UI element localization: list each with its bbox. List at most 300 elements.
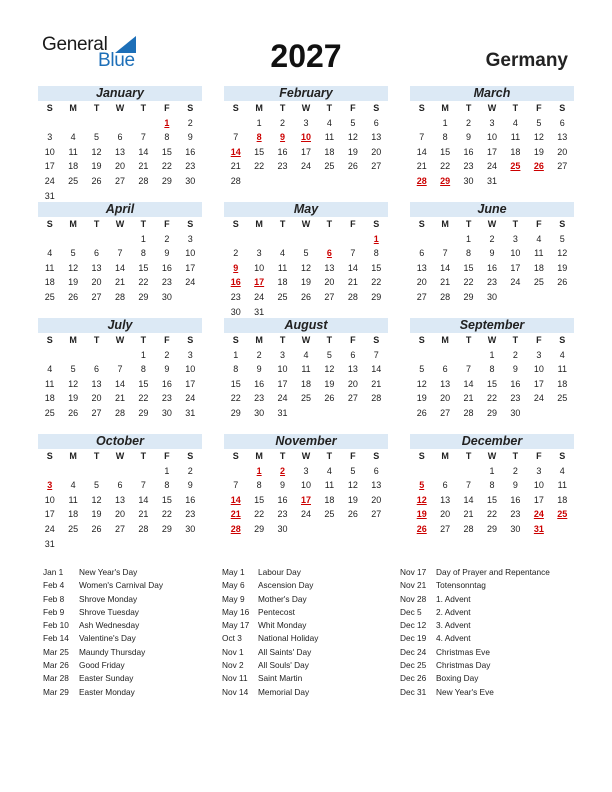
holiday-day-cell: 25 (510, 161, 521, 172)
day-cell: 8 (373, 248, 379, 259)
month-title: December (410, 434, 574, 449)
day-cell: 6 (373, 465, 379, 476)
empty-day-cell (410, 116, 433, 131)
day-cell: 21 (347, 277, 358, 288)
empty-day-cell (318, 232, 341, 247)
weekday-header: T (279, 219, 286, 229)
day-cell: 30 (161, 291, 172, 302)
month-grid (410, 333, 574, 421)
month-february (224, 86, 388, 189)
day-cell: 23 (510, 509, 521, 520)
day-cell: 7 (466, 480, 472, 491)
holiday-date: Dec 5 (400, 606, 422, 617)
day-cell: 21 (440, 277, 451, 288)
day-cell: 4 (70, 132, 76, 143)
weekday-header: W (301, 335, 311, 345)
day-cell: 30 (463, 175, 474, 186)
weekday-header: T (93, 103, 100, 113)
weekday-header: S (232, 451, 239, 461)
month-title: October (38, 434, 202, 449)
month-april (38, 202, 202, 305)
holiday-name: Day of Prayer and Repentance (436, 567, 550, 577)
month-title: March (410, 86, 574, 101)
day-cell: 17 (185, 378, 196, 389)
day-cell: 16 (185, 494, 196, 505)
weekday-header: M (441, 103, 449, 113)
holiday-name: Shrove Tuesday (79, 606, 139, 617)
day-cell: 2 (466, 117, 472, 128)
day-cell: 15 (161, 146, 172, 157)
holiday-name: 2. Advent (436, 606, 471, 617)
holiday-date: Nov 2 (222, 660, 244, 671)
day-cell: 1 (489, 349, 495, 360)
day-cell: 16 (161, 262, 172, 273)
day-cell: 25 (277, 291, 288, 302)
weekday-header: T (326, 335, 333, 345)
day-cell: 26 (91, 175, 102, 186)
day-cell: 5 (559, 233, 565, 244)
day-cell: 2 (233, 248, 239, 259)
day-cell: 15 (230, 378, 241, 389)
day-cell: 20 (347, 378, 358, 389)
day-cell: 26 (324, 393, 335, 404)
day-cell: 5 (94, 480, 100, 491)
day-cell: 28 (114, 407, 125, 418)
day-cell: 18 (44, 393, 55, 404)
weekday-header: S (46, 219, 53, 229)
day-cell: 15 (254, 494, 265, 505)
month-title: May (224, 202, 388, 217)
month-title: February (224, 86, 388, 101)
holiday-day-cell: 21 (230, 509, 241, 520)
day-cell: 1 (489, 465, 495, 476)
holiday-date: Feb 9 (43, 606, 65, 617)
day-cell: 20 (91, 277, 102, 288)
day-cell: 30 (185, 523, 196, 534)
holiday-day-cell: 29 (440, 175, 451, 186)
day-cell: 18 (44, 277, 55, 288)
holiday-day-cell: 12 (416, 494, 427, 505)
holiday-date: Nov 14 (222, 686, 249, 697)
empty-day-cell (38, 348, 61, 363)
day-cell: 13 (324, 262, 335, 273)
weekday-header: S (418, 451, 425, 461)
holiday-day-cell: 19 (416, 509, 427, 520)
day-cell: 17 (44, 509, 55, 520)
holiday-row (222, 619, 318, 632)
month-may (224, 202, 388, 319)
empty-day-cell (85, 116, 108, 131)
empty-day-cell (410, 464, 433, 479)
day-cell: 17 (486, 146, 497, 157)
day-cell: 11 (301, 364, 311, 375)
day-cell: 28 (463, 407, 474, 418)
month-august (224, 318, 388, 421)
day-cell: 20 (91, 393, 102, 404)
holiday-date: Nov 11 (222, 673, 248, 684)
empty-day-cell (61, 464, 84, 479)
day-cell: 15 (486, 378, 497, 389)
day-cell: 28 (114, 291, 125, 302)
day-cell: 19 (91, 161, 102, 172)
weekday-header: T (465, 335, 472, 345)
day-cell: 4 (559, 465, 565, 476)
holiday-name: 3. Advent (436, 620, 471, 631)
empty-day-cell (108, 232, 131, 247)
day-cell: 7 (117, 364, 123, 375)
day-cell: 3 (489, 117, 495, 128)
day-cell: 3 (280, 349, 286, 360)
day-cell: 8 (256, 480, 262, 491)
day-cell: 22 (463, 277, 474, 288)
holiday-name: All Saints' Day (258, 646, 312, 657)
day-cell: 3 (536, 465, 542, 476)
day-cell: 25 (324, 161, 335, 172)
holiday-day-cell: 10 (300, 132, 311, 143)
day-cell: 27 (91, 291, 102, 302)
holiday-name: Christmas Day (436, 660, 491, 671)
day-cell: 3 (256, 248, 262, 259)
weekday-header: S (559, 335, 566, 345)
day-cell: 28 (463, 523, 474, 534)
empty-day-cell (271, 232, 294, 247)
empty-day-cell (85, 232, 108, 247)
holiday-date: Mar 25 (43, 646, 69, 657)
day-cell: 8 (140, 248, 146, 259)
month-grid (224, 333, 388, 421)
holiday-date: May 9 (222, 593, 245, 604)
day-cell: 25 (324, 509, 335, 520)
holiday-day-cell: 26 (416, 523, 427, 534)
day-cell: 24 (185, 277, 196, 288)
day-cell: 27 (347, 393, 358, 404)
day-cell: 26 (347, 509, 358, 520)
day-cell: 26 (68, 291, 79, 302)
day-cell: 24 (510, 277, 521, 288)
month-september (410, 318, 574, 421)
day-cell: 11 (557, 480, 567, 491)
holiday-day-cell: 24 (533, 509, 544, 520)
weekday-header: T (512, 103, 519, 113)
day-cell: 9 (280, 480, 286, 491)
day-cell: 4 (303, 349, 309, 360)
day-cell: 23 (185, 509, 196, 520)
weekday-header: S (559, 103, 566, 113)
day-cell: 1 (233, 349, 239, 360)
logo-blue-text: Blue (98, 50, 135, 71)
holiday-date: Feb 8 (43, 593, 65, 604)
weekday-header: S (418, 219, 425, 229)
day-cell: 13 (440, 378, 451, 389)
day-cell: 13 (91, 378, 102, 389)
weekday-header: F (536, 103, 542, 113)
day-cell: 7 (419, 132, 425, 143)
weekday-header: T (140, 219, 147, 229)
month-grid (410, 101, 574, 189)
day-cell: 1 (140, 233, 146, 244)
weekday-header: T (465, 451, 472, 461)
day-cell: 23 (277, 509, 288, 520)
empty-day-cell (85, 348, 108, 363)
day-cell: 23 (463, 161, 474, 172)
day-cell: 5 (326, 349, 332, 360)
day-cell: 22 (254, 509, 265, 520)
weekday-header: T (465, 103, 472, 113)
weekday-header: S (232, 103, 239, 113)
holiday-row (400, 672, 550, 685)
empty-day-cell (38, 232, 61, 247)
day-cell: 24 (533, 393, 544, 404)
holiday-name: Whit Monday (258, 620, 307, 631)
holiday-date: Mar 26 (43, 660, 69, 671)
day-cell: 22 (138, 393, 149, 404)
day-cell: 18 (277, 277, 288, 288)
day-cell: 8 (164, 480, 170, 491)
day-cell: 17 (300, 146, 311, 157)
holiday-day-cell: 28 (230, 523, 241, 534)
day-cell: 4 (70, 480, 76, 491)
weekday-header: F (350, 451, 356, 461)
day-cell: 25 (300, 393, 311, 404)
day-cell: 11 (324, 132, 335, 143)
holiday-row (43, 646, 163, 659)
day-cell: 19 (300, 277, 311, 288)
day-cell: 12 (557, 248, 568, 259)
day-cell: 24 (277, 393, 288, 404)
holiday-day-cell: 31 (533, 523, 544, 534)
day-cell: 16 (463, 146, 474, 157)
day-cell: 24 (254, 291, 265, 302)
day-cell: 27 (324, 291, 335, 302)
day-cell: 14 (347, 262, 358, 273)
day-cell: 22 (161, 161, 172, 172)
day-cell: 2 (256, 349, 262, 360)
day-cell: 12 (68, 262, 79, 273)
day-cell: 9 (256, 364, 262, 375)
day-cell: 17 (510, 262, 521, 273)
year-title: 2027 (270, 38, 342, 74)
day-cell: 18 (324, 146, 335, 157)
day-cell: 21 (416, 161, 427, 172)
day-cell: 29 (161, 175, 172, 186)
empty-day-cell (410, 348, 433, 363)
weekday-header: F (350, 219, 356, 229)
holiday-day-cell: 26 (533, 161, 544, 172)
day-cell: 14 (416, 146, 427, 157)
day-cell: 30 (230, 306, 241, 317)
day-cell: 6 (419, 248, 425, 259)
empty-day-cell (224, 232, 247, 247)
day-cell: 31 (185, 407, 196, 418)
holiday-date: Mar 28 (43, 673, 69, 684)
weekday-header: T (279, 451, 286, 461)
day-cell: 22 (371, 277, 382, 288)
day-cell: 15 (463, 262, 474, 273)
empty-day-cell (108, 464, 131, 479)
day-cell: 21 (138, 509, 149, 520)
day-cell: 26 (347, 161, 358, 172)
day-cell: 15 (440, 146, 451, 157)
day-cell: 14 (114, 378, 125, 389)
month-grid (410, 217, 574, 305)
day-cell: 20 (557, 146, 568, 157)
holiday-name: Christmas Eve (436, 646, 490, 657)
holiday-day-cell: 3 (47, 480, 53, 491)
country-title: Germany (485, 50, 568, 71)
day-cell: 6 (442, 480, 448, 491)
day-cell: 11 (45, 378, 55, 389)
day-cell: 25 (44, 407, 55, 418)
month-november (224, 434, 388, 537)
day-cell: 22 (440, 161, 451, 172)
day-cell: 4 (512, 117, 518, 128)
day-cell: 29 (486, 523, 497, 534)
day-cell: 27 (440, 407, 451, 418)
holiday-row (43, 606, 163, 619)
day-cell: 26 (300, 291, 311, 302)
day-cell: 7 (233, 480, 239, 491)
day-cell: 12 (300, 262, 311, 273)
day-cell: 9 (466, 132, 472, 143)
day-cell: 4 (280, 248, 286, 259)
day-cell: 4 (47, 364, 53, 375)
holiday-date: Dec 12 (400, 620, 427, 631)
weekday-header: F (350, 335, 356, 345)
day-cell: 25 (44, 291, 55, 302)
weekday-header: W (487, 219, 497, 229)
day-cell: 5 (70, 364, 76, 375)
holiday-day-cell: 14 (230, 146, 241, 157)
day-cell: 30 (510, 523, 521, 534)
day-cell: 21 (230, 161, 241, 172)
month-grid (38, 449, 202, 551)
weekday-header: M (69, 219, 77, 229)
weekday-header: T (279, 103, 286, 113)
day-cell: 15 (138, 262, 149, 273)
weekday-header: T (279, 335, 286, 345)
weekday-header: T (512, 451, 519, 461)
holiday-date: May 6 (222, 580, 245, 591)
holiday-date: Dec 25 (400, 660, 427, 671)
weekday-header: F (164, 103, 170, 113)
day-cell: 16 (486, 262, 497, 273)
day-cell: 7 (140, 480, 146, 491)
day-cell: 19 (347, 146, 358, 157)
day-cell: 8 (489, 364, 495, 375)
day-cell: 15 (161, 494, 172, 505)
weekday-header: T (465, 219, 472, 229)
holiday-name: All Souls' Day (258, 660, 309, 671)
logo-general-text: General (42, 34, 108, 55)
day-cell: 29 (254, 523, 265, 534)
empty-day-cell (38, 116, 61, 131)
weekday-header: M (255, 103, 263, 113)
weekday-header: S (418, 103, 425, 113)
holiday-row (222, 593, 318, 606)
holiday-day-cell: 17 (254, 277, 265, 288)
empty-day-cell (85, 464, 108, 479)
day-cell: 28 (138, 523, 149, 534)
weekday-header: W (301, 451, 311, 461)
day-cell: 10 (486, 132, 497, 143)
weekday-header: W (301, 219, 311, 229)
holiday-name: Easter Monday (79, 686, 135, 697)
month-july (38, 318, 202, 421)
day-cell: 27 (557, 161, 568, 172)
day-cell: 30 (510, 407, 521, 418)
day-cell: 13 (91, 262, 102, 273)
month-grid (38, 217, 202, 305)
weekday-header: S (232, 219, 239, 229)
holiday-name: Good Friday (79, 660, 125, 671)
weekday-header: S (187, 219, 194, 229)
day-cell: 24 (44, 175, 55, 186)
weekday-header: F (350, 103, 356, 113)
holiday-row (400, 566, 550, 579)
month-title: June (410, 202, 574, 217)
holiday-row (400, 593, 550, 606)
holiday-name: National Holiday (258, 633, 319, 644)
day-cell: 19 (68, 393, 79, 404)
day-cell: 28 (440, 291, 451, 302)
day-cell: 17 (533, 494, 544, 505)
day-cell: 31 (44, 190, 55, 201)
day-cell: 14 (371, 364, 382, 375)
day-cell: 12 (347, 480, 358, 491)
day-cell: 23 (161, 393, 172, 404)
weekday-header: S (373, 335, 380, 345)
weekday-header: W (115, 335, 125, 345)
holiday-date: Nov 21 (400, 580, 427, 591)
day-cell: 29 (138, 407, 149, 418)
empty-day-cell (132, 116, 155, 131)
day-cell: 10 (533, 480, 544, 491)
day-cell: 18 (300, 378, 311, 389)
day-cell: 16 (185, 146, 196, 157)
day-cell: 31 (277, 407, 288, 418)
day-cell: 23 (510, 393, 521, 404)
weekday-header: T (140, 103, 147, 113)
weekday-header: M (69, 451, 77, 461)
day-cell: 3 (303, 117, 309, 128)
month-october (38, 434, 202, 551)
day-cell: 16 (277, 146, 288, 157)
holiday-day-cell: 5 (419, 480, 425, 491)
weekday-header: F (536, 219, 542, 229)
day-cell: 13 (371, 480, 382, 491)
day-cell: 22 (486, 393, 497, 404)
day-cell: 20 (114, 161, 125, 172)
day-cell: 20 (114, 509, 125, 520)
day-cell: 9 (164, 248, 170, 259)
day-cell: 1 (256, 117, 262, 128)
day-cell: 15 (138, 378, 149, 389)
holiday-name: 4. Advent (436, 633, 471, 644)
day-cell: 30 (254, 407, 265, 418)
empty-day-cell (108, 348, 131, 363)
day-cell: 16 (510, 494, 521, 505)
weekday-header: T (326, 103, 333, 113)
month-title: August (224, 318, 388, 333)
month-december (410, 434, 574, 537)
day-cell: 26 (91, 523, 102, 534)
holiday-name: Valentine's Day (79, 633, 136, 644)
day-cell: 22 (254, 161, 265, 172)
day-cell: 27 (371, 161, 382, 172)
weekday-header: M (255, 219, 263, 229)
day-cell: 2 (489, 233, 495, 244)
month-title: September (410, 318, 574, 333)
